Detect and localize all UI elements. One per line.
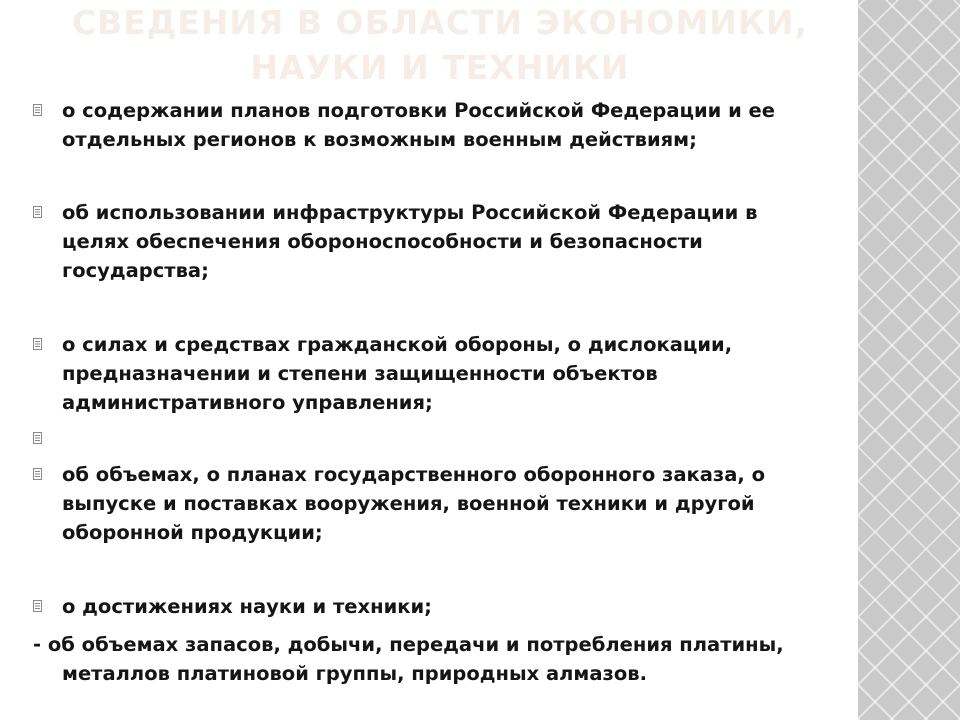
bullet-icon	[33, 468, 42, 480]
list-item-text: об объемах, о планах государственного оборонного заказа, о выпуске и поставках вооружения, военной техники и другой оборонной продукции;	[62, 463, 765, 544]
list-item-text: об использовании инфраструктуры Российской Федерации в целях обеспечения обороноспособности и безопасности государства;	[62, 201, 758, 282]
slide-title: СВЕДЕНИЯ В ОБЛАСТИ ЭКОНОМИКИ, НАУКИ И ТЕХНИКИ	[71, 3, 809, 87]
list-item-text: о силах и средствах гражданской обороны, о дислокации, предназначении и степени защищенности объектов административного управления;	[62, 333, 733, 414]
bullet-icon	[33, 600, 42, 612]
list-item-text: о содержании планов подготовки Российской Федерации и ее отдельных регионов к возможным военным действиям;	[62, 99, 775, 151]
bullet-icon	[33, 338, 42, 350]
bullet-icon	[33, 206, 42, 218]
list-item	[62, 460, 822, 547]
list-item-text: о достижениях науки и техники;	[62, 595, 432, 618]
list-item	[62, 592, 822, 621]
list-item	[62, 96, 822, 154]
dash-item-line1: - об объемах запасов, добычи, передачи и потребления платины,	[33, 633, 784, 656]
bullet-icon	[33, 104, 42, 116]
dash-item-line2: металлов платиновой группы, природных алмазов.	[62, 662, 647, 685]
dash-list-item	[33, 630, 833, 688]
bullet-icon	[33, 432, 42, 444]
list-item	[62, 198, 822, 285]
list-item	[62, 330, 822, 417]
decorative-pattern-panel	[858, 0, 960, 720]
